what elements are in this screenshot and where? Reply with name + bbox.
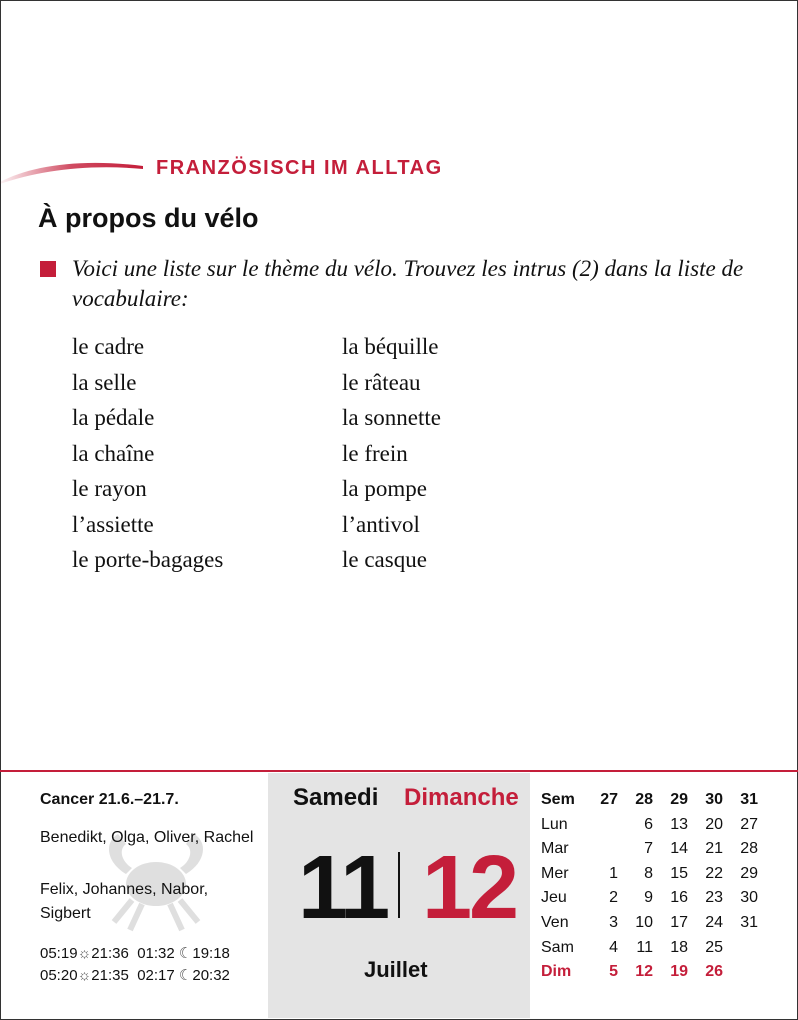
moonrise-time: 01:32 [137,945,175,962]
vocab-item: le râteau [342,369,421,395]
calendar-day: 7 [644,840,653,858]
vocab-item: la pédale [72,405,155,430]
calendar-day: 9 [644,889,653,907]
sun-icon: ☼ [77,945,92,962]
vocab-item: la béquille [342,334,439,359]
name-days-sunday: Felix, Johannes, Nabor, Sigbert [40,881,209,922]
week-label: Sem [541,791,575,808]
week-number: 27 [600,791,618,808]
weekday-label: Sam [541,938,574,956]
vocab-item: la sonnette [342,405,441,430]
sunset-time: 21:35 [91,967,129,984]
weekday-label: Jeu [541,889,567,907]
day-name-sunday: Dimanche [404,784,519,811]
footer-divider [0,770,798,772]
day-name-saturday: Samedi [293,784,379,811]
calendar-day: 22 [705,864,723,882]
moon-icon: ☾ [178,967,193,984]
page-title: À propos du vélo [38,203,259,233]
vocab-item: le cadre [72,334,145,359]
sun-moon-times-sunday [40,966,230,984]
calendar-day: 14 [670,840,688,858]
vocab-item: l’antivol [342,511,420,537]
exercise-instruction: Voici une liste sur le thème du vélo. Trouvez les intrus (2) dans la liste de vocabulaire: [72,256,744,311]
date-separator [398,852,400,918]
vocab-item: le frein [342,440,408,466]
week-number: 30 [705,791,723,808]
calendar-day: 17 [670,913,688,931]
date-number-sunday: 12 [422,838,517,938]
vocab-item: la pompe [342,476,427,501]
calendar-day: 11 [636,938,653,956]
calendar-day: 10 [635,913,653,931]
weekday-label: Dim [541,963,572,981]
moonset-time: 19:18 [192,945,230,962]
vocab-item: la selle [72,369,137,395]
red-swoosh-decoration [0,152,145,184]
calendar-day: 30 [740,889,758,907]
calendar-day: 6 [644,815,653,833]
vocab-item: l’assiette [72,511,154,537]
calendar-day: 2 [609,889,618,907]
moonrise-time: 02:17 [137,967,175,984]
calendar-day: 21 [705,840,723,858]
month-name: Juillet [364,957,428,982]
sun-icon: ☼ [77,967,92,984]
week-number: 29 [670,791,688,808]
date-number-saturday: 11 [298,838,388,938]
calendar-day: 20 [705,815,723,833]
weekday-label: Mer [541,864,569,882]
section-title: FRANZÖSISCH IM ALLTAG [156,157,443,179]
calendar-day: 29 [740,864,758,882]
zodiac-sign: Cancer 21.6.–21.7. [40,791,179,808]
bullet-square [40,261,56,277]
sunrise-time: 05:20 [40,967,78,984]
sun-moon-times-saturday [40,944,230,962]
sunrise-time: 05:19 [40,945,78,962]
calendar-day: 31 [740,913,758,931]
vocab-column-2 [342,331,441,580]
sunset-time: 21:36 [91,945,129,962]
calendar-day: 15 [670,864,688,882]
calendar-day: 12 [635,963,653,981]
calendar-day: 27 [740,815,758,833]
moon-icon: ☾ [178,945,193,962]
calendar-day: 5 [609,963,618,981]
calendar-day: 1 [609,864,618,882]
week-number: 31 [740,791,758,808]
weekday-label: Lun [541,815,568,833]
week-number: 28 [635,791,653,808]
vocab-item: la chaîne [72,440,155,466]
vocab-item: le casque [342,547,427,572]
calendar-day: 19 [670,963,688,981]
moonset-time: 20:32 [192,967,230,984]
calendar-day: 28 [740,840,758,858]
name-days-saturday: Benedikt, Olga, Oliver, Rachel [40,829,254,846]
vocab-item: le rayon [72,476,147,501]
calendar-day: 3 [609,913,618,931]
calendar-day: 24 [705,913,723,931]
calendar-day: 23 [705,889,723,907]
calendar-day: 8 [644,864,653,882]
calendar-day: 26 [705,963,723,981]
calendar-day: 4 [609,938,618,956]
calendar-day: 18 [670,938,688,956]
calendar-day: 16 [670,889,688,907]
vocab-item: le porte-bagages [72,547,224,572]
calendar-day: 25 [705,938,723,956]
vocab-column-1 [72,331,223,580]
calendar-day: 13 [670,815,688,833]
weekday-label: Mar [541,840,569,858]
weekday-label: Ven [541,913,569,931]
